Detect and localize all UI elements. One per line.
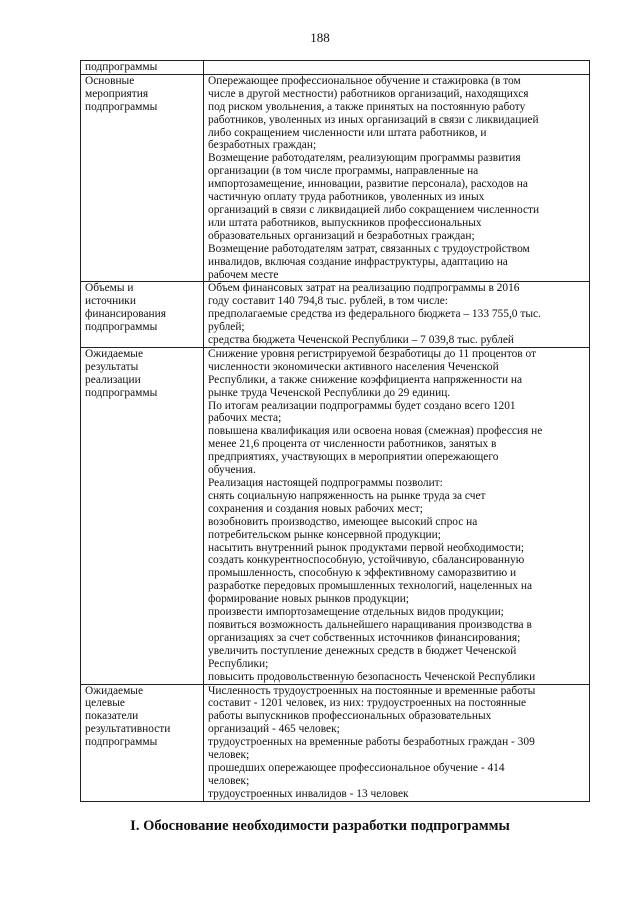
page-number: 188	[310, 30, 330, 45]
row-label-line: результативности	[85, 723, 171, 736]
row-label-line: Ожидаемые	[85, 347, 144, 360]
row-content-line: Возмещение работодателям, реализующим программы развития	[208, 152, 521, 165]
row-content-line: Возмещение работодателям затрат, связанных с трудоустройством	[208, 242, 530, 255]
row-content-line: рабочем месте	[208, 268, 279, 281]
row-label-line: финансирования	[85, 308, 166, 321]
row-content-line: предполагаемые средства из федерального бюджета – 133 755,0 тыс.	[208, 308, 541, 321]
row-label-cell	[81, 347, 204, 684]
row-label-line: мероприятия	[85, 87, 149, 100]
row-content-line: составит - 1201 человек, из них: трудоустроенных на постоянные	[208, 697, 527, 710]
table-row	[81, 684, 590, 801]
row-content-line: увеличить поступление денежных средств в бюджет Чеченской	[208, 644, 517, 657]
row-content-line: рублей;	[208, 321, 245, 334]
row-content-line: организаций - 465 человек;	[208, 723, 340, 736]
row-content-line: трудоустроенных инвалидов - 13 человек	[208, 787, 409, 800]
row-label-cell	[81, 684, 204, 801]
row-content-line: численности экономически активного населения Чеченской	[208, 360, 499, 373]
row-content-line: прошедших опережающее профессиональное обучение - 414	[208, 761, 505, 774]
row-label-line: подпрограммы	[85, 386, 158, 399]
row-content-line: образовательных организаций и безработных граждан;	[208, 229, 475, 242]
row-content-line: По итогам реализации подпрограммы будет создано всего 1201	[208, 399, 516, 412]
row-content-line: повысить продовольственную безопасность Чеченской Республики	[208, 670, 536, 683]
row-content-line: предприятиях, участвующих в мероприятии опережающего	[208, 451, 499, 464]
row-content-line: организациях за счет собственных источников финансирования;	[208, 631, 521, 644]
row-content-line: менее 21,6 процента от численности работников, занятых в	[208, 438, 497, 451]
row-label-cell	[81, 61, 204, 75]
row-content-line: Республики, а также снижение коэффициента напряженности на	[208, 373, 523, 386]
row-content-line: Численность трудоустроенных на постоянные и временные работы	[208, 684, 536, 697]
row-content-line: безработных граждан;	[208, 139, 317, 152]
row-label-line: показатели	[85, 710, 139, 723]
row-content-line: человек;	[208, 749, 250, 762]
row-content-line: возобновить производство, имеющее высокий спрос на	[208, 515, 478, 528]
row-content-line: инвалидов, включая создание инфраструктуры, адаптацию на	[208, 255, 508, 268]
row-label-line: реализации	[85, 373, 141, 386]
row-content-line: организации (в том числе программы, направленные на	[208, 165, 479, 178]
row-content-line: рынке труда Чеченской Республики до 29 единиц.	[208, 386, 451, 399]
row-content-line: трудоустроенных на временные работы безработных граждан - 309	[208, 736, 535, 749]
row-content-line: Реализация настоящей подпрограммы позволит:	[208, 477, 443, 489]
row-content-line: появиться возможность дальнейшего наращивания производства в	[208, 618, 532, 631]
row-content-cell	[204, 347, 590, 684]
row-label-line: подпрограммы	[85, 61, 158, 73]
row-label-cell	[81, 282, 204, 348]
row-content-line: организаций в связи с ликвидацией либо сокращением численности	[208, 203, 540, 216]
table-row	[81, 282, 590, 348]
row-content-line: человек;	[208, 774, 250, 787]
table-row	[81, 61, 590, 75]
row-content-line: Объем финансовых затрат на реализацию подпрограммы в 2016	[208, 282, 520, 295]
row-content-line: потребительском рынке консервной продукции;	[208, 528, 441, 541]
row-label-line: подпрограммы	[85, 736, 158, 749]
row-content-line: обучения.	[208, 464, 256, 477]
row-label-line: Основные	[85, 74, 135, 87]
row-content-cell	[204, 684, 590, 801]
row-label-line: Объемы и	[85, 282, 134, 295]
row-label-line: подпрограммы	[85, 100, 158, 113]
row-content-line: произвести импортозамещение отдельных видов продукции;	[208, 606, 504, 619]
row-content-line: Опережающее профессиональное обучение и стажировка (в том	[208, 74, 521, 87]
row-label-line: источники	[85, 295, 136, 308]
row-content-line: повышена квалификация или освоена новая (смежная) профессия не	[208, 425, 543, 438]
row-content-line: либо сокращением численности или штата работников, и	[208, 126, 487, 139]
row-content-line: Республики;	[208, 657, 269, 670]
row-content-line: рабочих места;	[208, 412, 282, 425]
row-label-line: результаты	[85, 360, 139, 373]
row-label-cell	[81, 74, 204, 282]
row-label-line: Ожидаемые	[85, 684, 144, 697]
row-content-cell	[204, 74, 590, 282]
section-heading: I. Обоснование необходимости разработки подпрограммы	[130, 818, 510, 834]
row-content-line: под риском увольнения, а также принятых на постоянную работу	[208, 100, 526, 113]
row-content-cell	[204, 61, 590, 75]
row-content-line: формирование новых рынков продукции;	[208, 593, 409, 606]
row-label-line: подпрограммы	[85, 321, 158, 334]
row-content-line: разработке передовых промышленных технологий, нацеленных на	[208, 580, 533, 593]
row-content-line: промышленность, способную к эффективному саморазвитию и	[208, 567, 517, 580]
table-row	[81, 347, 590, 684]
subprogram-passport-table	[80, 60, 590, 802]
row-content-line: или штата работников, выпускников профессиональных	[208, 216, 482, 229]
row-content-line: частичную оплату труда работников, уволенных из иных	[208, 191, 485, 204]
row-content-line: году составит 140 794,8 тыс. рублей, в том числе:	[208, 295, 448, 308]
row-content-line: снять социальную напряженность на рынке труда за счет	[208, 489, 486, 502]
row-content-line: импортозамещение, инновации, развитие персонала), расходов на	[208, 178, 528, 191]
row-content-line: работников, уволенных из иных организаций в связи с ликвидацией	[208, 113, 539, 126]
row-content-line: Снижение уровня регистрируемой безработицы до 11 процентов от	[208, 347, 537, 360]
row-content-line: создать конкурентноспособную, устойчивую, сбалансированную	[208, 554, 525, 567]
row-content-line: насытить внутренний рынок продуктами первой необходимости;	[208, 541, 525, 554]
row-content-line: работы выпускников профессиональных образовательных	[208, 710, 492, 723]
row-content-cell	[204, 282, 590, 348]
row-label-line: целевые	[85, 697, 125, 710]
row-content-line: средства бюджета Чеченской Республики – 7 039,8 тыс. рублей	[208, 334, 515, 347]
table-body	[81, 61, 590, 802]
row-content-line: числе в другой местности) работников организаций, находящихся	[208, 87, 529, 100]
table-row	[81, 74, 590, 282]
row-content-line: сохранения и создания новых рабочих мест;	[208, 502, 423, 515]
